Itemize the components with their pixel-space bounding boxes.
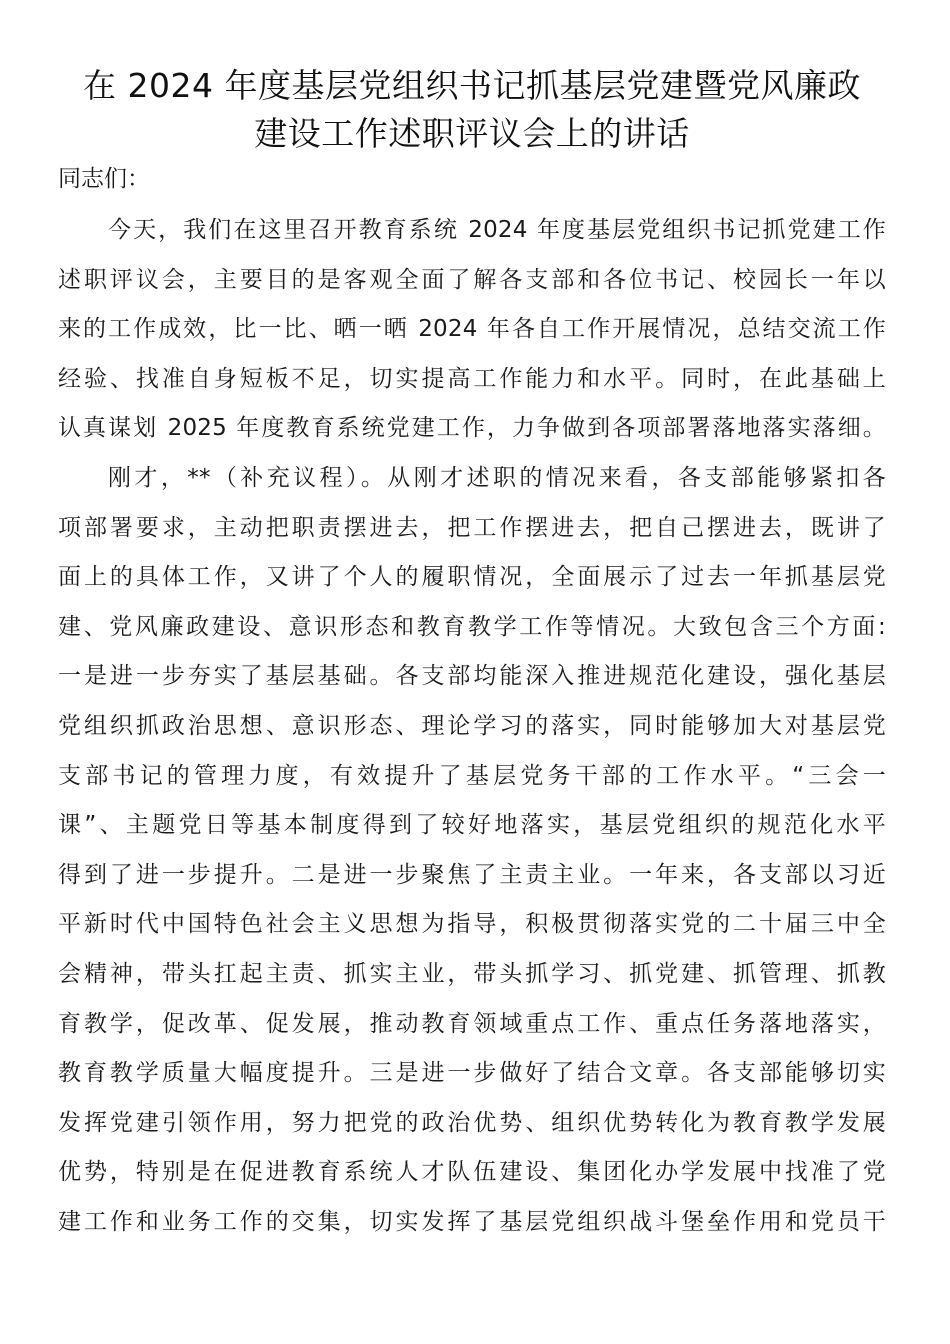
text-line: 今天，我们在这里召开教育系统 2024 年度基层党组织书记抓党建工作	[108, 217, 886, 243]
text-line: 来的工作成效，比一比、晒一晒 2024 年各自工作开展情况，总结交流工作	[58, 316, 886, 343]
text-line: 支部书记的管理力度，有效提升了基层党务干部的工作水平。“三会一	[58, 762, 886, 789]
text-line: 优势，特别是在促进教育系统人才队伍建设、集团化办学发展中找准了党	[58, 1159, 886, 1186]
text-line: 育教学，促改革、促发展，推动教育领域重点工作、重点任务落地落实，	[58, 1010, 886, 1037]
text-line: 刚才，**（补充议程）。从刚才述职的情况来看，各支部能够紧扣各	[108, 464, 886, 491]
text-line: 会精神，带头扛起主责、抓实主业，带头抓学习、抓党建、抓管理、抓教	[58, 960, 886, 987]
paragraph-opening	[58, 206, 886, 454]
text-line: 建、党风廉政建设、意识形态和教育教学工作等情况。大致包含三个方面:	[58, 613, 886, 640]
text-line: 平新时代中国特色社会主义思想为指导，积极贯彻落实党的二十届三中全	[58, 911, 886, 938]
text-line: 建工作和业务工作的交集，切实发挥了基层党组织战斗堡垒作用和党员干	[58, 1208, 886, 1235]
text-line: 得到了进一步提升。二是进一步聚焦了主责主业。一年来，各支部以习近	[58, 861, 886, 888]
salutation: 同志们：	[58, 166, 150, 192]
text-line: 项部署要求，主动把职责摆进去，把工作摆进去，把自己摆进去，既讲了	[58, 514, 886, 541]
text-line: 课”、主题党日等基本制度得到了较好地落实，基层党组织的规范化水平	[58, 812, 886, 839]
text-line: 教育教学质量大幅度提升。三是进一步做好了结合文章。各支部能够切实	[58, 1060, 886, 1087]
text-line: 述职评议会，主要目的是客观全面了解各支部和各位书记、校园长一年以	[58, 266, 886, 293]
paragraph-review	[58, 454, 886, 1248]
text-line: 发挥党建引领作用，努力把党的政治优势、组织优势转化为教育教学发展	[58, 1109, 886, 1136]
text-line: 党组织抓政治思想、意识形态、理论学习的落实，同时能够加大对基层党	[58, 712, 886, 739]
title-line: 在 2024 年度基层党组织书记抓基层党建暨党风廉政	[83, 66, 861, 105]
text-line: 面上的具体工作，又讲了个人的履职情况，全面展示了过去一年抓基层党	[58, 564, 886, 591]
title-line: 建设工作述职评议会上的讲话	[254, 114, 690, 153]
text-line: 认真谋划 2025 年度教育系统党建工作，力争做到各项部署落地落实落细。	[58, 415, 886, 442]
text-line: 一是进一步夯实了基层基础。各支部均能深入推进规范化建设，强化基层	[58, 663, 886, 690]
text-line: 经验、找准自身短板不足，切实提高工作能力和水平。同时，在此基础上	[58, 365, 886, 392]
document-title	[58, 62, 886, 158]
